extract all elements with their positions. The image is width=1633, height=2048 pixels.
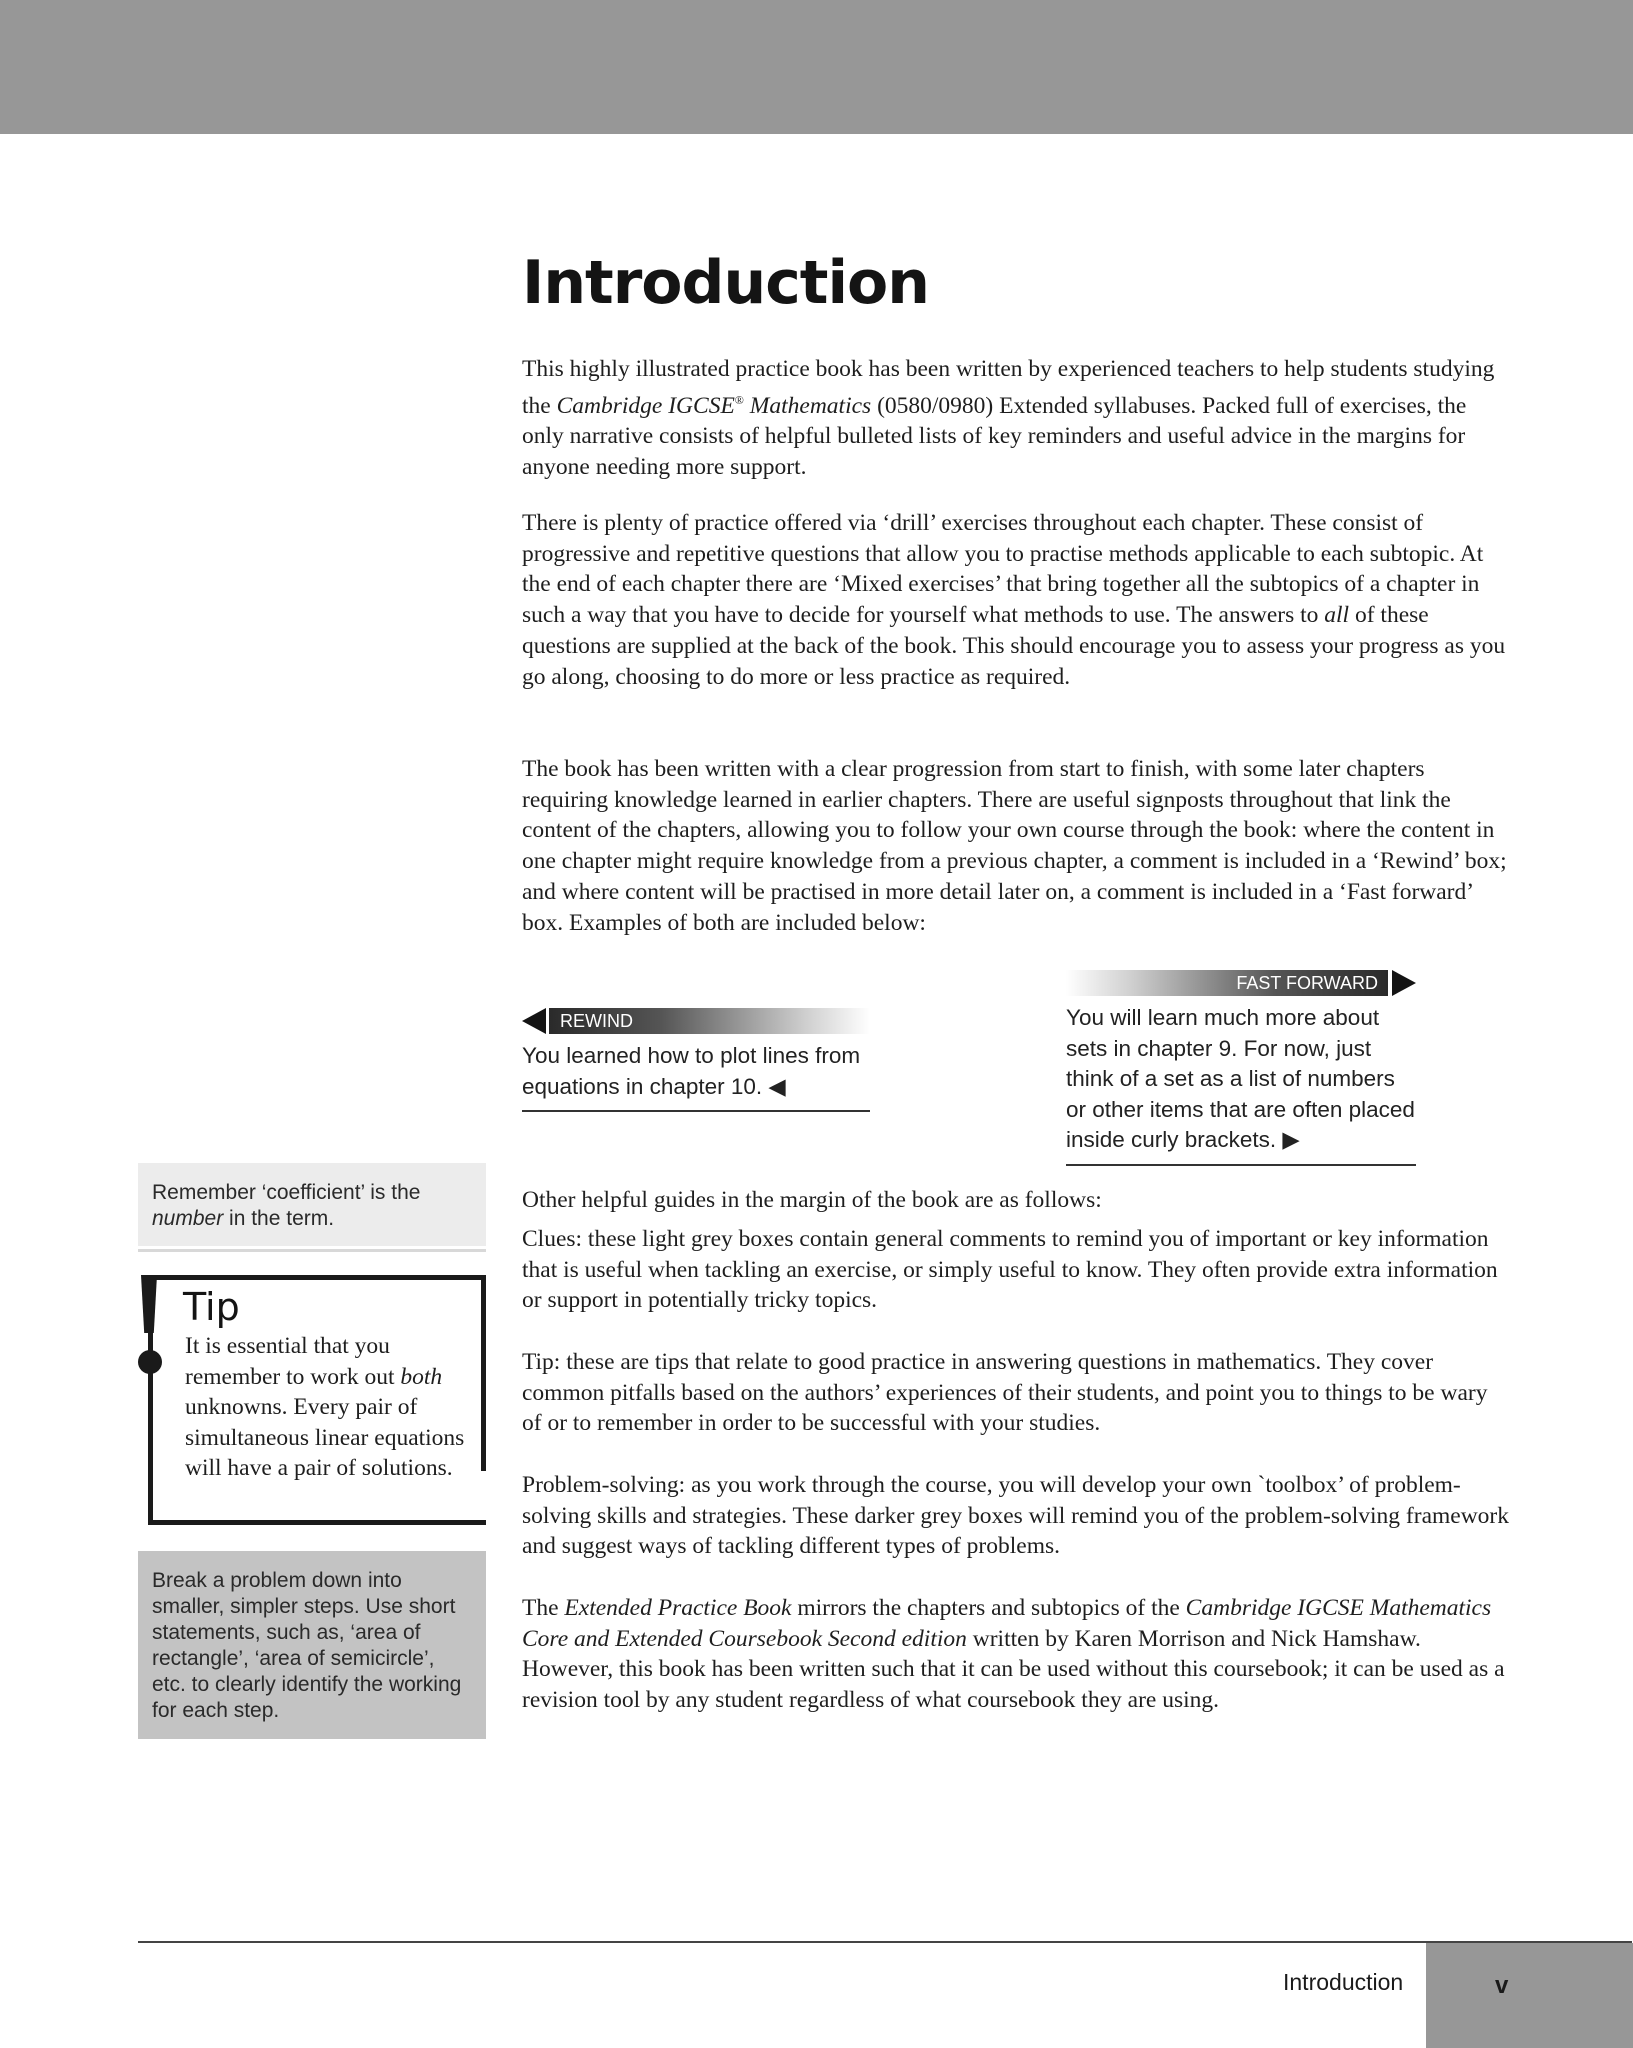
fast-forward-text: You will learn much more about sets in chapter 9. For now, just think of a set as a list of numbers or other items that are often placed inside curly brackets. ▶ bbox=[1066, 1005, 1415, 1152]
exclamation-icon bbox=[141, 1275, 157, 1333]
exclamation-dot-icon bbox=[138, 1350, 162, 1374]
page-title: Introduction bbox=[522, 248, 929, 318]
header-band bbox=[0, 0, 1633, 134]
intro-paragraph-3: The book has been written with a clear progression from start to finish, with some later chapters requiring knowledge learned in earlier chapters. There are useful signposts throughout that link the content of the chapters, allowing you to follow your own course through the book: where the content in one chapter might require knowledge from a previous chapter, a comment is included in a ‘Rewind’ box; and where content will be practised in more detail later on, a comment is included in a ‘Fast forward’ box. Examples of both are included below: bbox=[522, 756, 1507, 936]
rewind-arrow-icon bbox=[522, 1008, 546, 1034]
guides-paragraph-1: Other helpful guides in the margin of the book are as follows: bbox=[522, 1187, 1102, 1213]
rewind-label: REWIND bbox=[560, 1011, 633, 1031]
tip-text: It is essential that you remember to work out both unknowns. Every pair of simultaneous linear equations will have a pair of solutions. bbox=[185, 1333, 465, 1481]
footer-rule bbox=[138, 1941, 1632, 1943]
guides-paragraph-clues: Clues: these light grey boxes contain general comments to remind you of important or key information that is useful when tackling an exercise, or simply useful to know. They often provide extra information or support in potentially tricky topics. bbox=[522, 1226, 1498, 1314]
fast-forward-arrow-icon bbox=[1392, 970, 1416, 996]
fast-forward-label: FAST FORWARD bbox=[1236, 973, 1378, 993]
fast-forward-box bbox=[1066, 968, 1416, 1166]
tip-title: Tip bbox=[183, 1285, 240, 1329]
problem-solving-text: Break a problem down into smaller, simpler steps. Use short statements, such as, ‘area of rectangle’, ‘area of semicircle’, etc. to clearly identify the working for each step. bbox=[152, 1569, 462, 1722]
clue-text: Remember ‘coefficient’ is the number in the term. bbox=[152, 1181, 421, 1230]
clue-box bbox=[138, 1163, 486, 1249]
intro-paragraph-1: This highly illustrated practice book has been written by experienced teachers to help students studying the Cambridge IGCSE® Mathematics (0580/0980) Extended syllabuses. Packed full of exercises, the only narrative consists of helpful bulleted lists of key reminders and useful advice in the margins for anyone needing more support. bbox=[522, 356, 1495, 480]
rewind-rule bbox=[522, 1110, 870, 1112]
fast-forward-header bbox=[1066, 968, 1416, 998]
rewind-text: You learned how to plot lines from equations in chapter 10. ◀ bbox=[522, 1043, 861, 1099]
footer-section-label: Introduction bbox=[1283, 1969, 1404, 1995]
tip-bottom-rule bbox=[148, 1520, 486, 1525]
rewind-header bbox=[522, 1006, 870, 1036]
tip-top-rule bbox=[148, 1275, 486, 1280]
intro-paragraph-2: There is plenty of practice offered via ‘drill’ exercises throughout each chapter. These consist of progressive and repetitive questions that allow you to practise methods applicable to each subtopic. At the end of each chapter there are ‘Mixed exercises’ that bring together all the subtopics of a chapter in such a way that you have to decide for yourself what methods to use. The answers to all of these questions are supplied at the back of the book. This should encourage you to assess your progress as you go along, choosing to do more or less practice as required. bbox=[522, 510, 1506, 690]
page-number: v bbox=[1495, 1972, 1509, 1999]
footer-page-tab bbox=[1426, 1943, 1633, 2048]
guides-paragraph-problem-solving: Problem-solving: as you work through the course, you will develop your own `toolbox’ of problem-solving skills and strategies. These darker grey boxes will remind you of the problem-solving framework and suggest ways of tackling different types of problems. bbox=[522, 1472, 1509, 1560]
rewind-box bbox=[522, 1006, 870, 1112]
problem-solving-box bbox=[138, 1551, 486, 1739]
guides-paragraph-coursebook: The Extended Practice Book mirrors the chapters and subtopics of the Cambridge IGCSE Mathematics Core and Extended Coursebook Second edition written by Karen Morrison and Nick Hamshaw. However, this book has been written such that it can be used without this coursebook; it can be used as a revision tool by any student regardless of what coursebook they are using. bbox=[522, 1595, 1505, 1714]
guides-paragraph-tip: Tip: these are tips that relate to good practice in answering questions in mathematics. They cover common pitfalls based on the authors’ experiences of their students, and point you to things to be wary of or to remember in order to be successful with your studies. bbox=[522, 1349, 1488, 1437]
fast-forward-rule bbox=[1066, 1164, 1416, 1166]
tip-box bbox=[138, 1275, 486, 1525]
